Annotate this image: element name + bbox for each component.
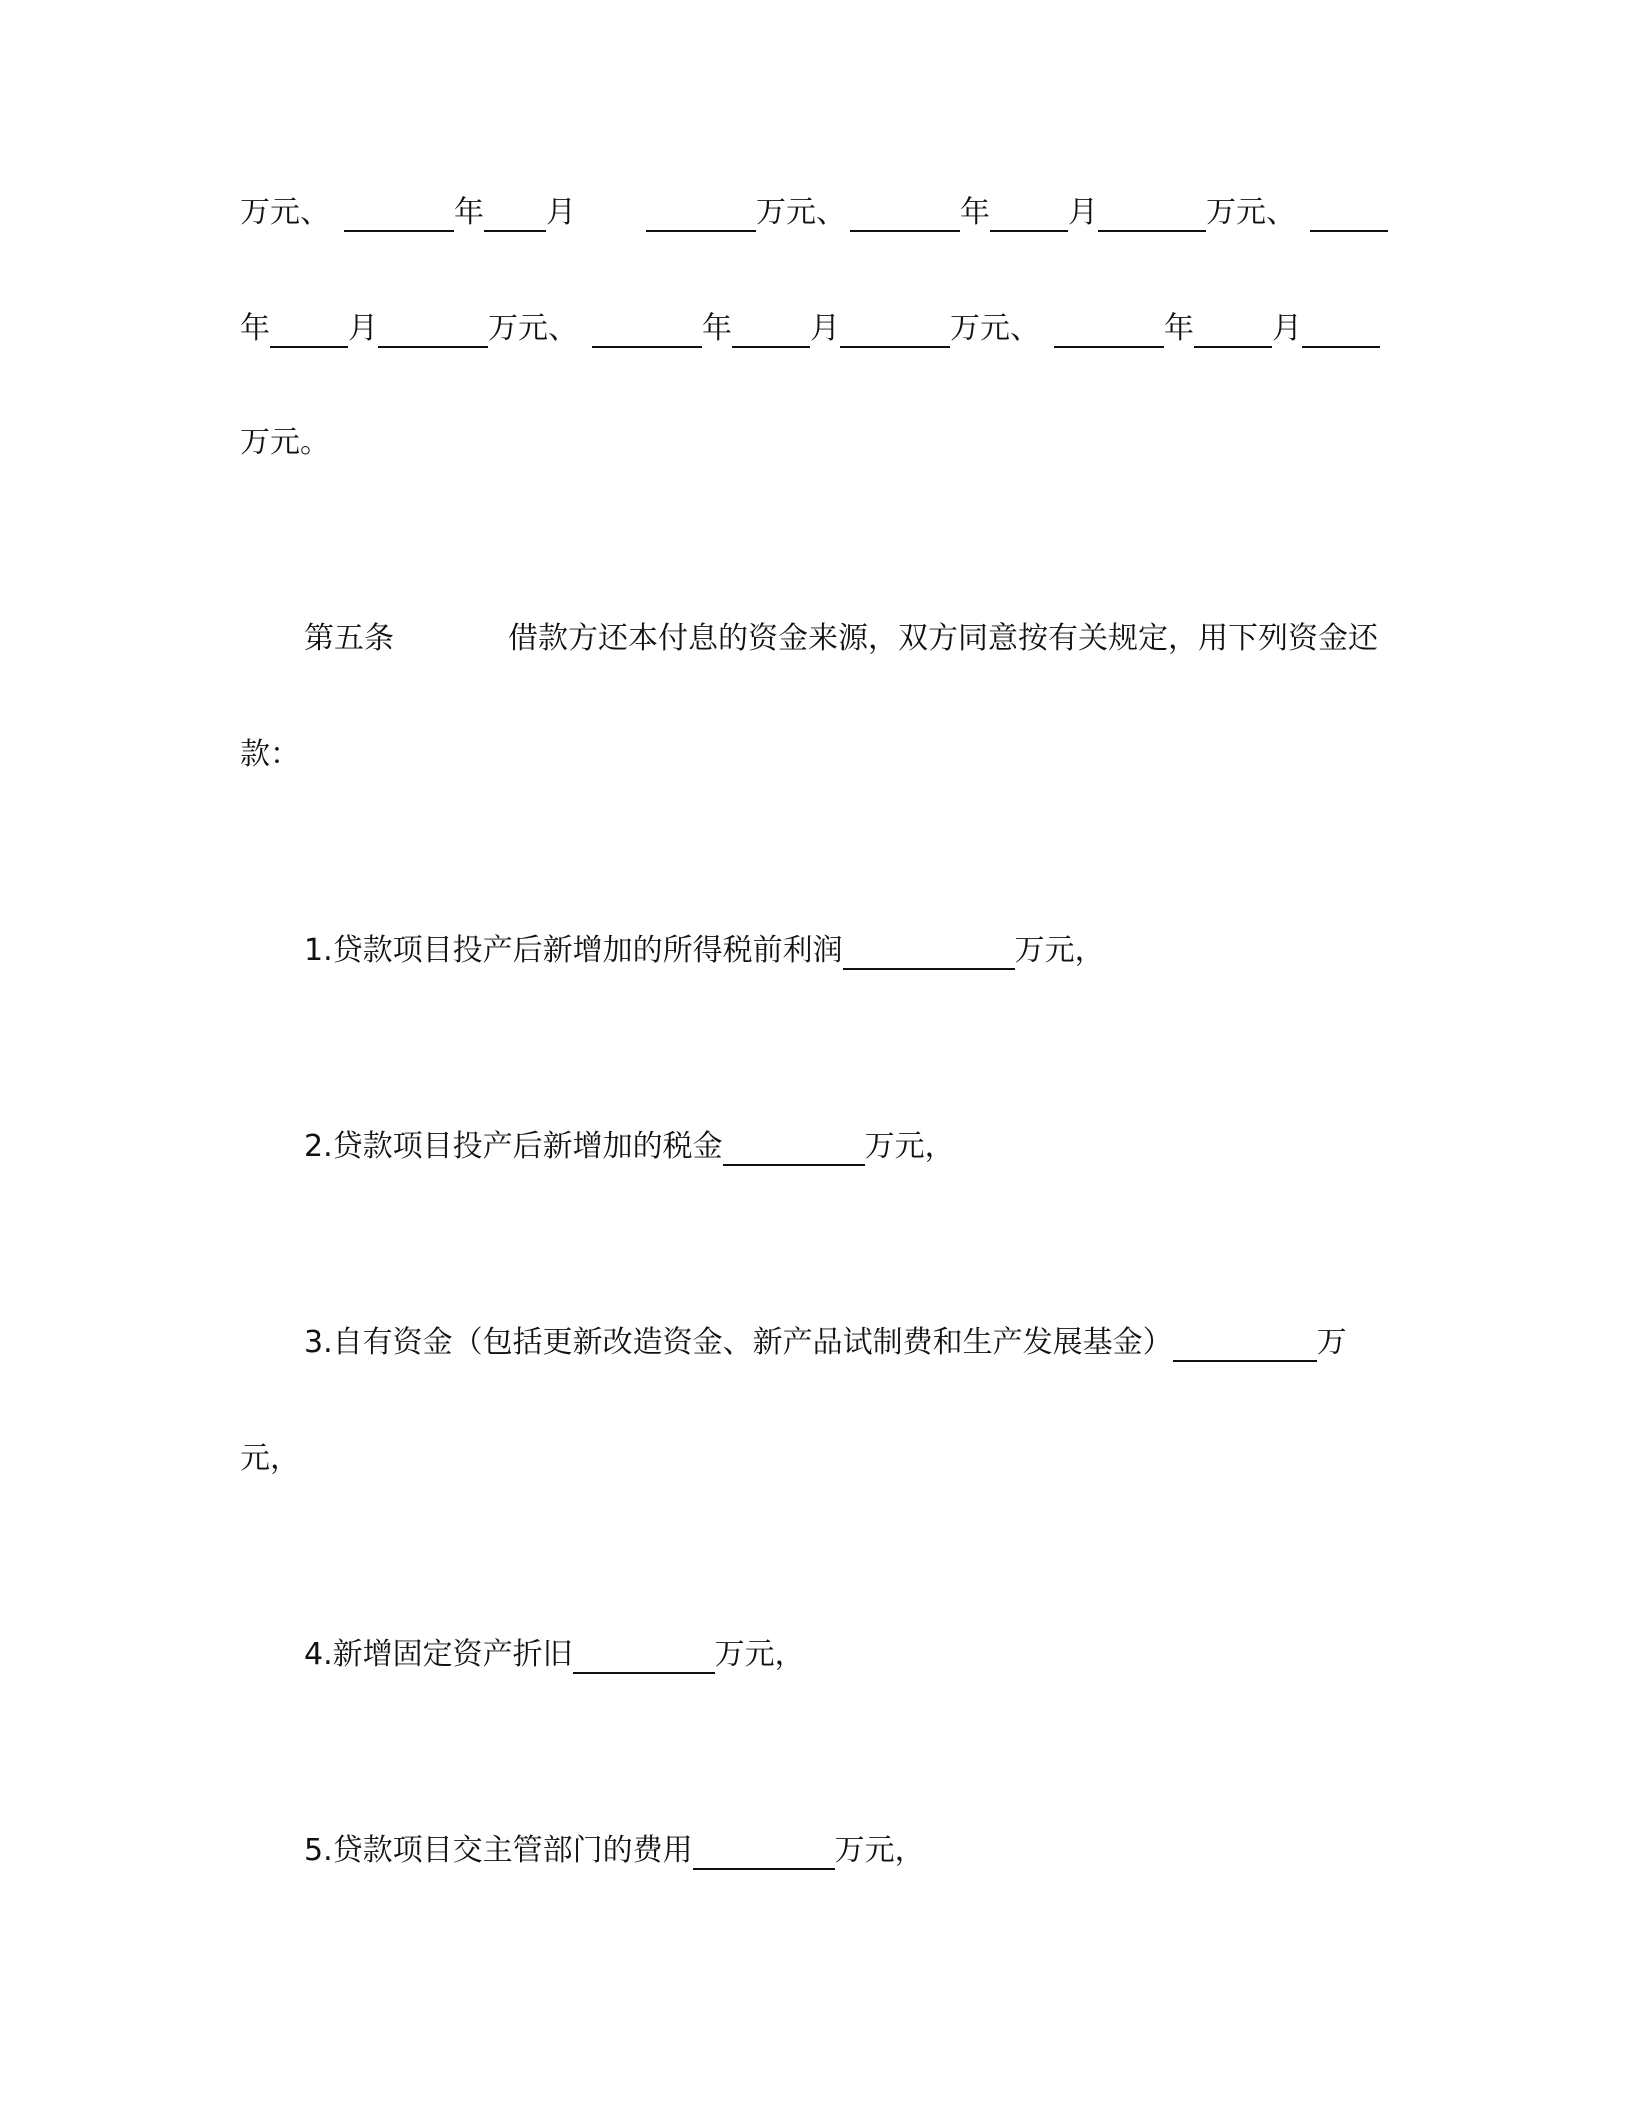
article-tail: 款： <box>240 737 300 772</box>
unit-month: 月 <box>1272 311 1302 346</box>
amount-blank[interactable] <box>646 194 756 232</box>
item-unit: 万元， <box>1014 933 1105 968</box>
article-label: 第五条 <box>304 621 394 656</box>
amount-blank[interactable] <box>723 1128 865 1166</box>
item-unit: 万元， <box>834 1833 925 1868</box>
month-blank[interactable] <box>1194 310 1272 348</box>
item-text: 4.新增固定资产折旧 <box>304 1637 573 1672</box>
amount-blank[interactable] <box>843 932 1015 970</box>
item-text: 5.贷款项目交主管部门的费用 <box>304 1833 693 1868</box>
amount-blank[interactable] <box>573 1636 715 1674</box>
schedule-line-2 <box>240 304 1378 354</box>
unit-year: 年 <box>960 195 990 230</box>
amount-blank[interactable] <box>344 194 454 232</box>
amount-blank[interactable] <box>378 310 488 348</box>
funding-item-4 <box>304 1630 1378 1680</box>
amount-blank[interactable] <box>693 1832 835 1870</box>
article-five-line <box>304 614 1378 664</box>
separator: 、 <box>300 195 330 230</box>
unit-month: 月 <box>810 311 840 346</box>
separator: 、 <box>548 311 578 346</box>
unit-month: 月 <box>546 195 576 230</box>
unit-year: 年 <box>702 311 732 346</box>
unit-month: 月 <box>1068 195 1098 230</box>
funding-item-5 <box>304 1826 1378 1876</box>
unit-year: 年 <box>454 195 484 230</box>
amount-blank[interactable] <box>1173 1324 1317 1362</box>
article-five-continuation <box>240 730 1378 780</box>
item-unit: 万元， <box>864 1129 955 1164</box>
separator: 、 <box>816 195 846 230</box>
item-text: 3.自有资金（包括更新改造资金、新产品试制费和生产发展基金） <box>304 1325 1173 1360</box>
unit-wan: 万元 <box>950 311 1010 346</box>
item-text: 2.贷款项目投产后新增加的税金 <box>304 1129 723 1164</box>
schedule-line-1 <box>240 188 1378 238</box>
month-blank[interactable] <box>990 194 1068 232</box>
month-blank[interactable] <box>484 194 546 232</box>
amount-blank[interactable] <box>1054 310 1164 348</box>
unit-month: 月 <box>348 311 378 346</box>
amount-blank[interactable] <box>592 310 702 348</box>
funding-item-3-continuation <box>240 1434 1378 1484</box>
article-body: 借款方还本付息的资金来源，双方同意按有关规定，用下列资金还 <box>508 621 1378 656</box>
full-stop: 。 <box>300 425 330 460</box>
unit-wan: 万元 <box>240 195 300 230</box>
item-unit: 万 <box>1316 1325 1347 1360</box>
amount-blank[interactable] <box>840 310 950 348</box>
amount-blank[interactable] <box>1302 310 1380 348</box>
funding-item-1 <box>304 926 1378 976</box>
unit-wan: 万元 <box>488 311 548 346</box>
separator: 、 <box>1266 195 1296 230</box>
item-text: 1.贷款项目投产后新增加的所得税前利润 <box>304 933 843 968</box>
funding-item-2 <box>304 1122 1378 1172</box>
amount-blank[interactable] <box>850 194 960 232</box>
month-blank[interactable] <box>732 310 810 348</box>
amount-blank[interactable] <box>1098 194 1206 232</box>
funding-item-3 <box>304 1318 1378 1368</box>
unit-year: 年 <box>1164 311 1194 346</box>
amount-blank[interactable] <box>1310 194 1388 232</box>
unit-year: 年 <box>240 311 270 346</box>
schedule-line-3 <box>240 418 1378 468</box>
unit-wan: 万元 <box>756 195 816 230</box>
separator: 、 <box>1010 311 1040 346</box>
month-blank[interactable] <box>270 310 348 348</box>
item-unit: 万元， <box>714 1637 805 1672</box>
item-unit-tail: 元， <box>240 1441 300 1476</box>
unit-wan: 万元 <box>240 425 300 460</box>
unit-wan: 万元 <box>1206 195 1266 230</box>
